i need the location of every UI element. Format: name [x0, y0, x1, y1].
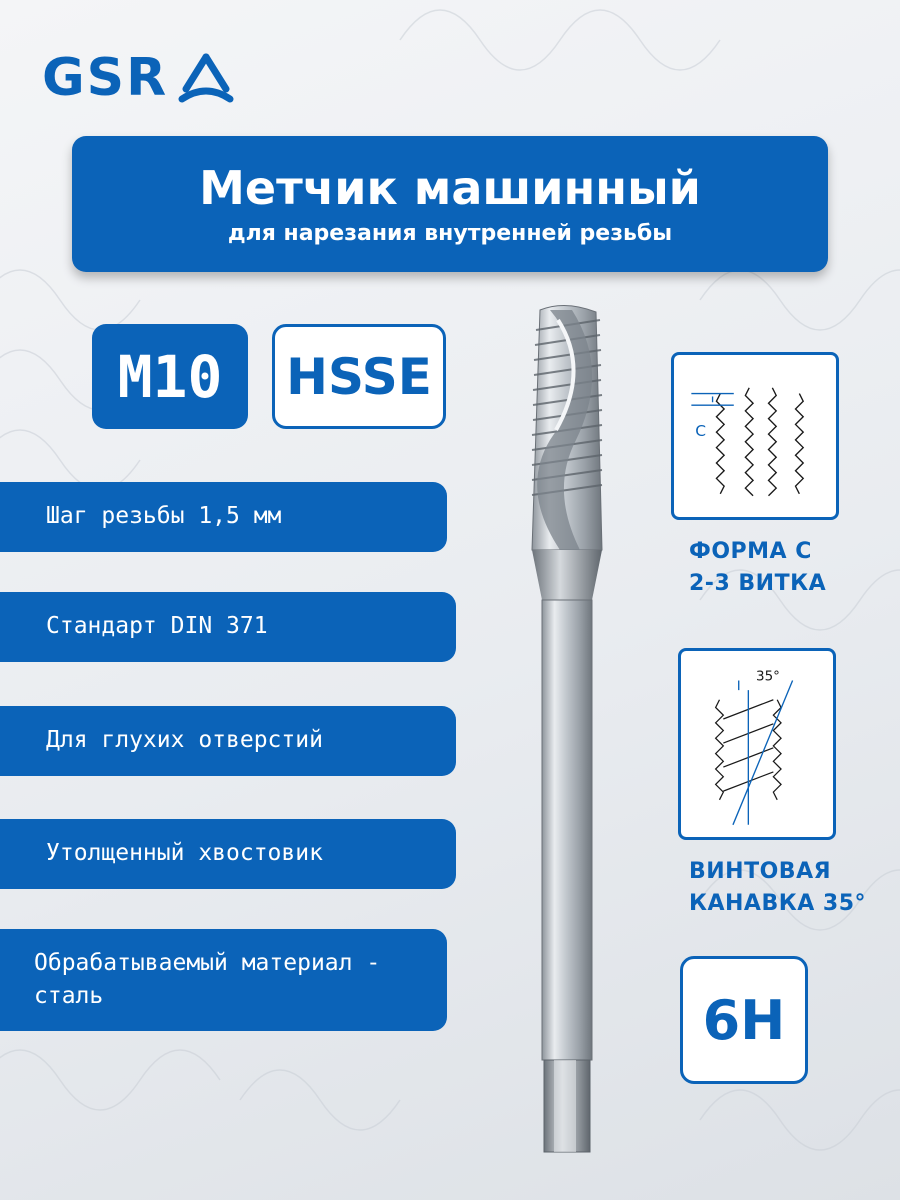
spec-hole-type: Для глухих отверстий	[0, 706, 456, 776]
product-subtitle: для нарезания внутренней резьбы	[227, 220, 673, 246]
form-caption	[689, 536, 826, 600]
product-title: Метчик машинный	[199, 161, 701, 216]
spiral-tap-image	[510, 300, 620, 1160]
flute-caption-line1: ВИНТОВАЯ	[689, 859, 832, 884]
spec-thread-pitch: Шаг резьбы 1,5 мм	[0, 482, 447, 552]
logo-text: GSR	[42, 48, 169, 108]
form-caption-line2: 2-3 ВИТКА	[689, 570, 827, 596]
form-diagram-label: C	[695, 422, 706, 440]
chamfer-form-icon	[674, 355, 836, 517]
flute-caption-line2: КАНАВКА 35°	[689, 890, 866, 916]
logo-mark-icon	[178, 53, 234, 103]
tolerance-badge: 6H	[680, 956, 808, 1084]
spec-standard: Стандарт DIN 371	[0, 592, 456, 662]
form-c-diagram	[671, 352, 839, 520]
spiral-flute-icon	[681, 651, 833, 837]
material-badge: HSSE	[272, 324, 446, 429]
spiral-flute-diagram	[678, 648, 836, 840]
flute-caption	[689, 856, 866, 920]
flute-diagram-label: 35°	[756, 669, 780, 685]
thread-size-badge: M10	[92, 324, 248, 429]
brand-logo	[42, 48, 234, 108]
title-banner	[72, 136, 828, 272]
form-caption-line1: ФОРМА С	[689, 539, 812, 564]
spec-shank: Утолщенный хвостовик	[0, 819, 456, 889]
spec-material: Обрабатываемый материал - сталь	[0, 929, 447, 1031]
